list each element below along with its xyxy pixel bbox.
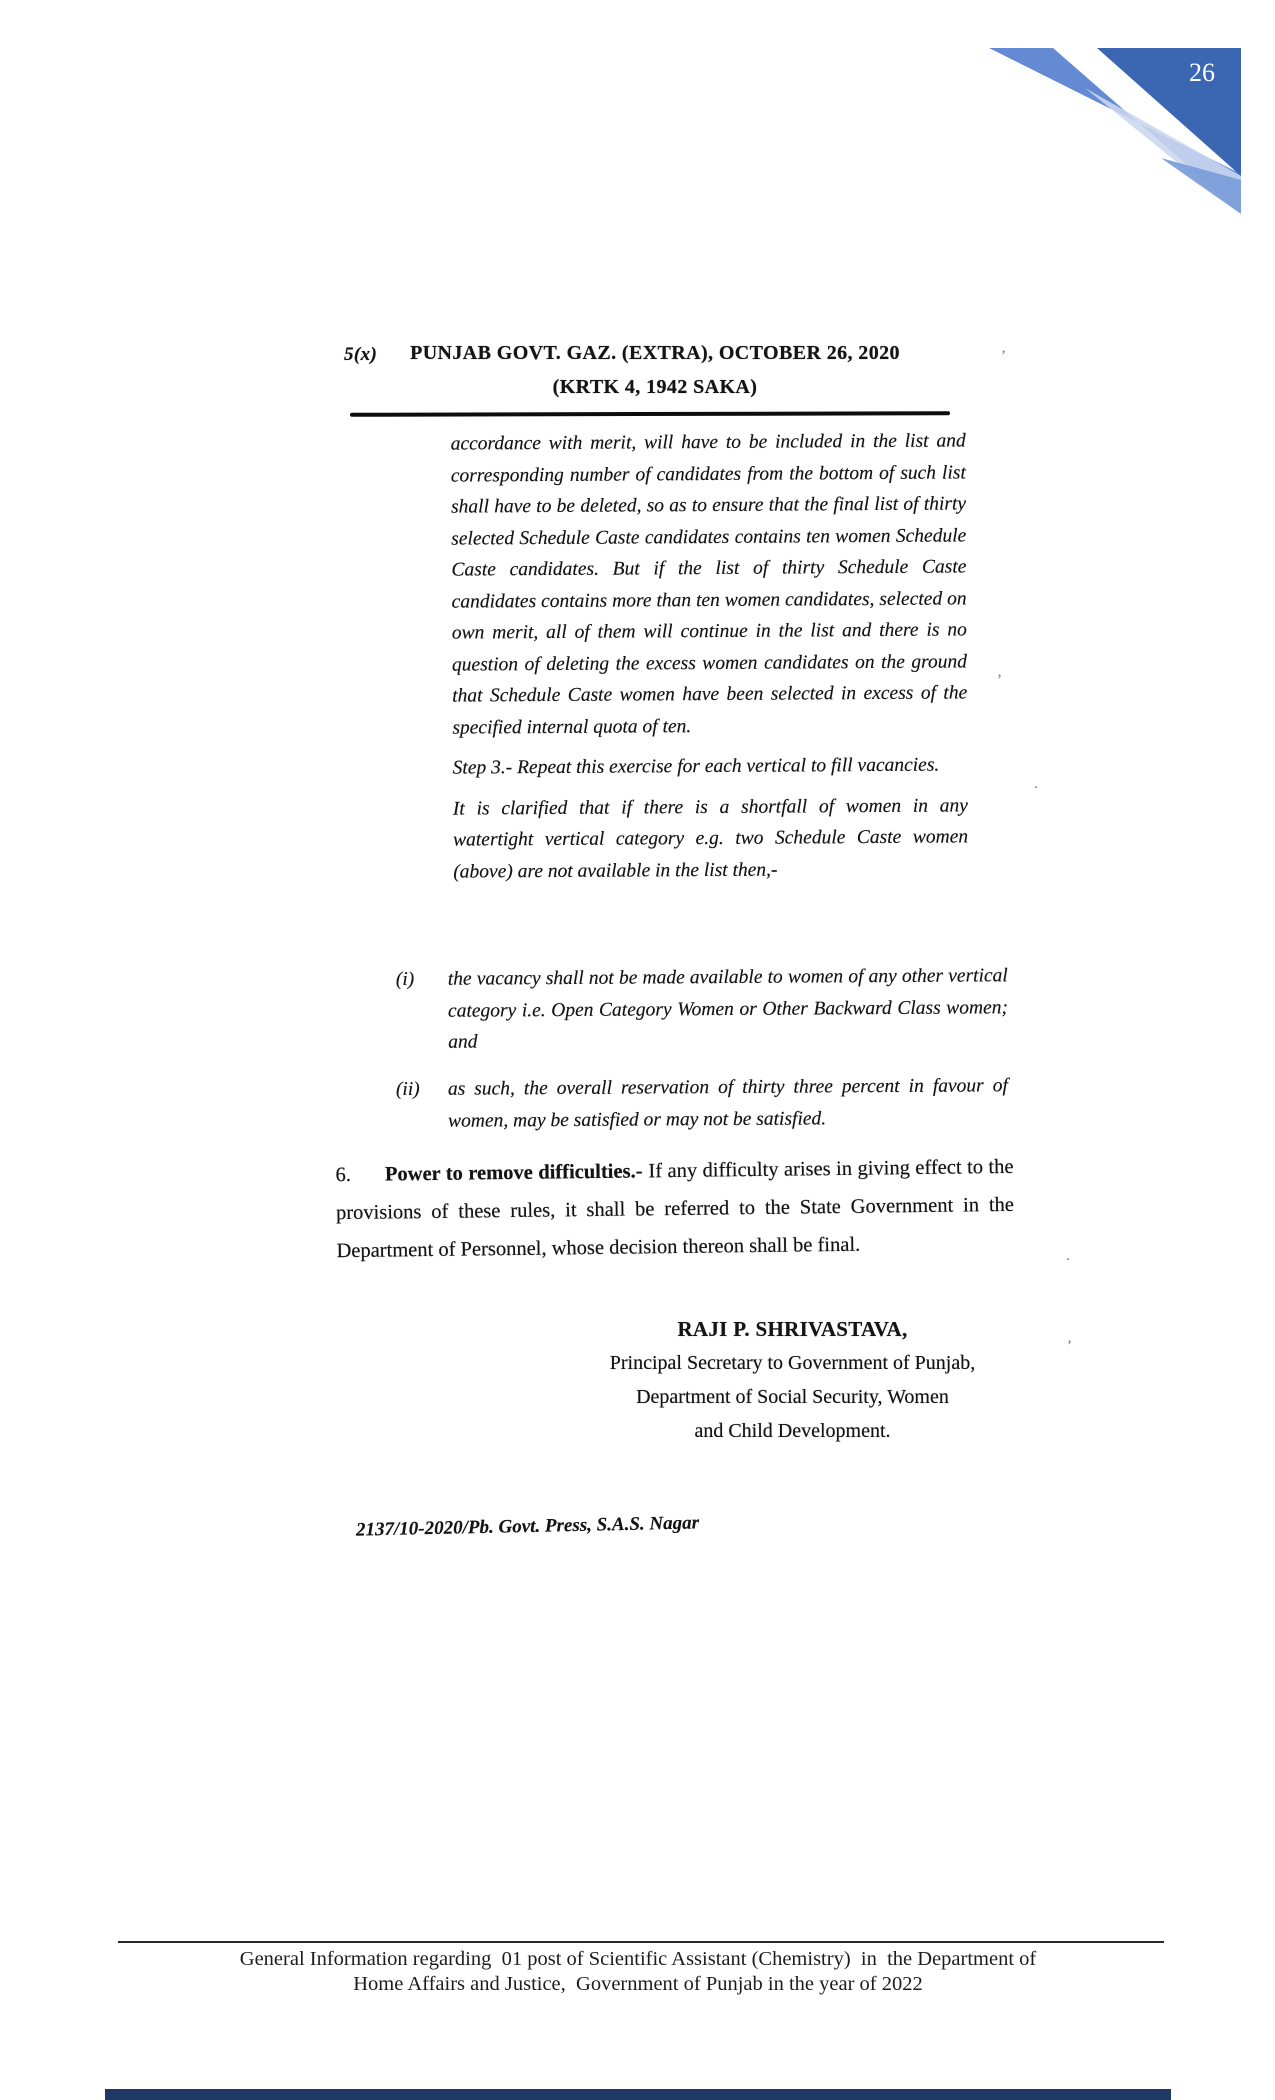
scan-speck: · — [1066, 1252, 1070, 1268]
gazette-page-ref: 5(x) — [344, 344, 378, 365]
signatory-name: RAJI P. SHRIVASTAVA, — [677, 1317, 908, 1341]
list-text-i: the vacancy shall not be made available to women of any other vertical category i.e. Open Category Women or Other Backward Class women; and — [447, 965, 1009, 1053]
list-marker-ii: (ii) — [395, 1078, 420, 1101]
list-item-i — [395, 960, 1009, 1058]
body-paragraph-clarification: It is clarified that if there is a shortfall of women in any watertight vertical category e.g. two Schedule Caste women (above) are not available in the list then,- — [452, 794, 969, 883]
list-text-ii: as such, the overall reservation of thirty three percent in favour of women, may be satisfied or may not be satisfied. — [447, 1075, 1008, 1132]
list-marker-i: (i) — [395, 968, 415, 991]
body-paragraph-step3: Step 3.- Repeat this exercise for each vertical to fill vacancies. — [452, 754, 940, 779]
footer-caption-line2: Home Affairs and Justice, Government of Punjab in the year of 2022 — [353, 1973, 923, 1995]
gazette-title-line2: (KRTK 4, 1942 SAKA) — [552, 376, 758, 398]
footer-caption-line1: General Information regarding 01 post of Scientific Assistant (Chemistry) in the Department of — [239, 1948, 1037, 1970]
scan-speck: ’ — [1066, 1338, 1071, 1354]
scan-speck: ’ — [1000, 348, 1005, 364]
signatory-title-line1: Principal Secretary to Government of Punjab, — [609, 1352, 976, 1374]
signature-block — [565, 1312, 1020, 1448]
signatory-title-line2: Department of Social Security, Women — [636, 1386, 949, 1408]
signatory-title-line3: and Child Development. — [694, 1420, 891, 1442]
footer-rule — [118, 1941, 1164, 1943]
scan-speck: ’ — [996, 672, 1001, 688]
body-paragraph-1: accordance with merit, will have to be included in the list and corresponding number of candidates from the bottom of such list shall have to be deleted, so as to ensure that the final list of thirty selected Schedule Caste candidates contains ten women Schedule Caste candidates. But if the list of thirty Schedule Caste candidates contains more than ten women candidates, selected on own merit, all of them will continue in the list and there is no question of deleting the excess women candidates on the ground that Schedule Caste women have been selected in excess of the specified internal quota of ten. — [450, 430, 968, 739]
header-rule — [350, 411, 950, 417]
gazette-title-line1: PUNJAB GOVT. GAZ. (EXTRA), OCTOBER 26, 2020 — [410, 342, 900, 364]
footer-accent-bar — [105, 2089, 1171, 2100]
body-text-column — [451, 425, 969, 896]
page-number: 26 — [1189, 58, 1215, 87]
footer-caption — [105, 1947, 1171, 1997]
press-imprint: 2137/10-2020/Pb. Govt. Press, S.A.S. Nagar — [355, 1512, 700, 1541]
clause-6-text: If any difficulty arises in giving effect to the provisions of these rules, it shall be referred to the State Government in the Department of Personnel, whose decision thereon shall be final. — [335, 1155, 1015, 1263]
clause-6-paragraph — [335, 1148, 1014, 1270]
list-item-ii — [395, 1070, 1008, 1136]
clause-6-heading: Power to remove difficulties.- — [384, 1160, 643, 1186]
scan-speck: · — [1034, 780, 1038, 796]
clause-6-number: 6. — [335, 1163, 352, 1187]
